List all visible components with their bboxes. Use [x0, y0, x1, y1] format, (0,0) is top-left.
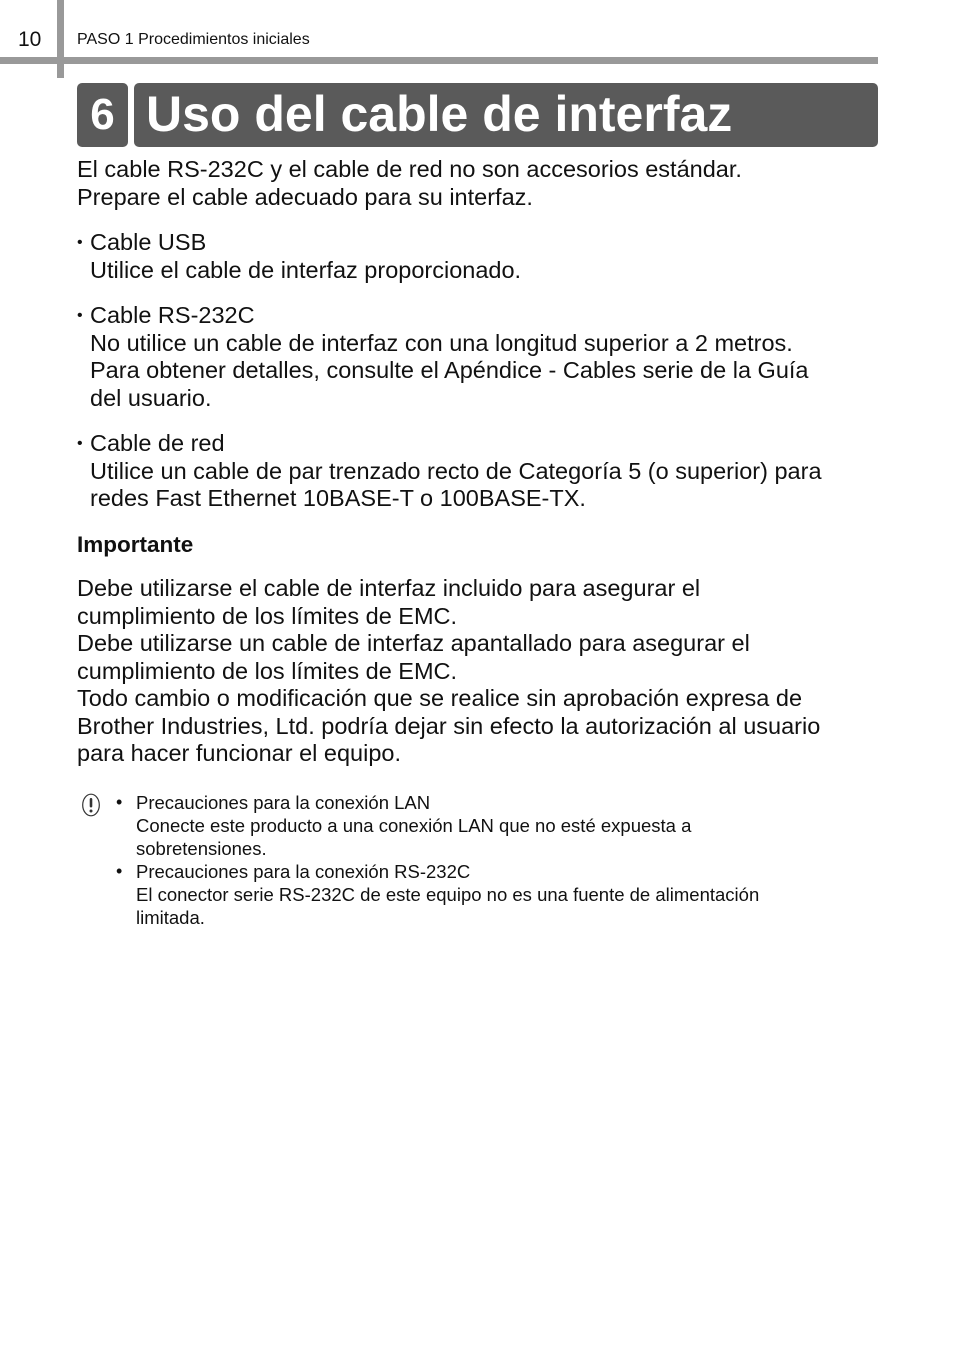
important-heading: Importante: [77, 532, 194, 557]
header-vertical-rule: [57, 0, 64, 78]
cable-description: No utilice un cable de interfaz con una longitud superior a 2 metros.: [90, 329, 793, 356]
cable-description: Para obtener detalles, consulte el Apéndice - Cables serie de la Guía: [90, 357, 809, 383]
important-line: para hacer funcionar el equipo.: [77, 740, 401, 766]
caution-exclamation-icon: [81, 793, 101, 817]
list-item: [77, 229, 877, 284]
section-title: Uso del cable de interfaz: [146, 86, 733, 142]
list-item: [77, 302, 877, 412]
cable-name: Cable USB: [90, 229, 207, 255]
important-line: cumplimiento de los límites de EMC.: [77, 657, 458, 684]
section-title-bar: [134, 83, 878, 147]
intro-line: Prepare el cable adecuado para su interfaz.: [77, 183, 533, 210]
note-line: Conecte este producto a una conexión LAN que no esté expuesta a: [136, 815, 692, 836]
page-number: 10: [18, 28, 42, 51]
bullet-icon: •: [77, 435, 83, 452]
bullet-icon: •: [77, 234, 83, 251]
cable-name: Cable RS-232C: [90, 302, 255, 328]
list-item: [114, 791, 854, 860]
cable-description: redes Fast Ethernet 10BASE-T o 100BASE-TX.: [90, 485, 586, 511]
note-line: sobretensiones.: [136, 838, 267, 859]
section-number: 6: [77, 83, 128, 147]
important-line: Brother Industries, Ltd. podría dejar sin efecto la autorización al usuario: [77, 712, 821, 739]
important-line: Debe utilizarse el cable de interfaz incluido para asegurar el: [77, 575, 701, 601]
intro-paragraph: [77, 156, 877, 211]
cable-description: Utilice el cable de interfaz proporcionado.: [90, 256, 522, 283]
cable-item-rs232c: [77, 302, 877, 412]
note-title: Precauciones para la conexión LAN: [136, 792, 431, 813]
bullet-icon: •: [77, 307, 83, 324]
important-line: Debe utilizarse un cable de interfaz apantallado para asegurar el: [77, 630, 750, 656]
note-line: limitada.: [136, 907, 205, 928]
caution-notes: [114, 791, 854, 929]
intro-line: El cable RS-232C y el cable de red no son accesorios estándar.: [77, 156, 742, 182]
important-paragraph: [77, 575, 877, 768]
cable-item-network: [77, 430, 877, 513]
important-line: cumplimiento de los límites de EMC.: [77, 602, 458, 629]
header-horizontal-rule: [0, 57, 878, 64]
running-head: PASO 1 Procedimientos iniciales: [77, 31, 310, 48]
list-item: [77, 430, 877, 513]
important-line: Todo cambio o modificación que se realice sin aprobación expresa de: [77, 685, 803, 711]
note-line: El conector serie RS-232C de este equipo no es una fuente de alimentación: [136, 884, 760, 905]
bullet-icon: •: [116, 861, 123, 881]
cable-name: Cable de red: [90, 430, 225, 456]
note-title: Precauciones para la conexión RS-232C: [136, 861, 471, 882]
cable-description: del usuario.: [90, 384, 212, 411]
cable-item-usb: [77, 229, 877, 284]
bullet-icon: •: [116, 792, 123, 812]
cable-description: Utilice un cable de par trenzado recto de Categoría 5 (o superior) para: [90, 457, 822, 484]
list-item: [114, 860, 854, 929]
